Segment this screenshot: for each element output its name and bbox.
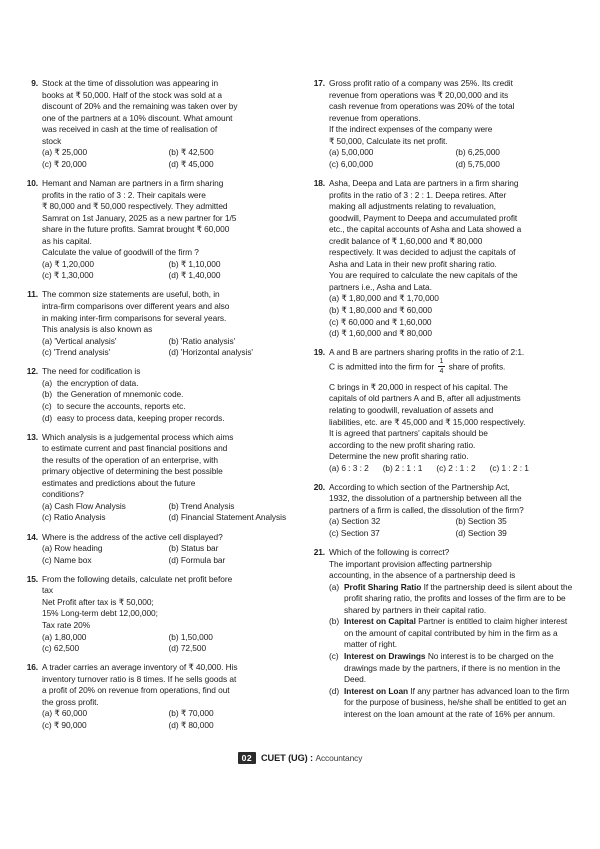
question-number: 10. (26, 177, 38, 188)
question-number: 17. (313, 78, 325, 88)
question-body (42, 366, 291, 424)
option-item[interactable]: (c) 'Trend analysis' (42, 347, 111, 358)
option-text: the Generation of mnemonic code. (57, 389, 184, 400)
question-line: was received in cash at the time of realisation of (42, 124, 218, 135)
fraction-numerator: 1 (439, 358, 444, 366)
question-body (42, 178, 291, 282)
options-list (42, 543, 291, 566)
question-line: Gross profit ratio of a company was 25%. Its credit (329, 78, 513, 88)
question-line: capitals of old partners A and B, after all adjustments (329, 393, 521, 404)
question-block (22, 574, 291, 655)
option-item[interactable]: (c) Ratio Analysis (42, 512, 106, 523)
question-line: books at ₹ 50,000. Half of the stock was sold at a (42, 89, 222, 100)
question-line: It is agreed that partners' capitals should be (329, 428, 488, 439)
question-body (329, 482, 578, 540)
question-block (309, 178, 578, 340)
fraction-suffix-text: share of profits. (448, 361, 506, 372)
question-line: profits in the ratio of 3 : 2. Their capitals were (42, 189, 206, 200)
question-block (22, 432, 291, 524)
question-number: 15. (26, 573, 38, 584)
question-line: You are required to calculate the new capitals of the (329, 270, 518, 281)
question-line: Samrat on 1st January, 2025 as a new partner for 1/5 (42, 212, 237, 223)
option-description: If the partnership deed is silent about the profit sharing ratio, the profits and losses of the firm are to be shared by partners in their capital ratio. (344, 581, 573, 615)
question-body (42, 289, 291, 358)
question-line: tax (42, 585, 53, 596)
question-number: 21. (313, 547, 325, 558)
footer-content (238, 752, 363, 764)
option-item[interactable]: (a) 'Vertical analysis' (42, 335, 117, 346)
question-body (42, 662, 291, 731)
question-number: 18. (313, 177, 325, 188)
option-item[interactable]: (d) ₹ 1,40,000 (168, 270, 221, 281)
option-label: (c) (42, 401, 52, 411)
option-text (344, 651, 578, 686)
option-item[interactable]: (d) ₹ 45,000 (168, 158, 214, 169)
question-line: to estimate current and past financial positions and (42, 443, 228, 454)
option-item[interactable]: (c) ₹ 20,000 (42, 158, 87, 169)
page-content (22, 78, 578, 778)
option-item[interactable]: (d) ₹ 80,000 (168, 720, 214, 730)
question-line: According to which section of the Partnership Act, (329, 481, 510, 492)
question-number: 14. (26, 531, 38, 542)
question-line: Determine the new profit sharing ratio. (329, 451, 469, 462)
question-line: Which of the following is correct? (329, 547, 450, 558)
question-line: 15% Long-term debt 12,00,000; (42, 608, 158, 619)
option-item[interactable] (329, 616, 578, 651)
question-line: inventory turnover ratio is 8 times. If he sells goods at (42, 673, 237, 684)
question-number: 13. (26, 431, 38, 442)
option-item[interactable]: (d) Section 39 (455, 528, 507, 539)
option-item[interactable]: (a) Cash Flow Analysis (42, 500, 126, 511)
question-line: in making inter-firm comparisons for several years. (42, 312, 227, 323)
options-list (42, 336, 291, 359)
question-body (42, 574, 291, 655)
question-number: 12. (26, 366, 38, 377)
option-item[interactable]: (b) 1,50,000 (168, 631, 213, 642)
page-number-badge: 02 (238, 752, 256, 764)
question-line: share in the future profits. Samrat brought ₹ 60,000 (42, 224, 230, 235)
options-list (42, 147, 291, 170)
question-line: ₹ 50,000, Calculate its net profit. (329, 135, 448, 146)
option-item[interactable]: (b) Trend Analysis (168, 500, 235, 511)
question-line: respectively. It was decided to adjust the capitals of (329, 247, 516, 258)
question-line: C brings in ₹ 20,000 in respect of his capital. The (329, 381, 508, 392)
question-line: intra-firm comparisons over different years and also (42, 301, 230, 312)
options-list (42, 632, 291, 655)
option-item[interactable]: (b) ₹ 1,10,000 (168, 258, 221, 269)
question-line: the gross profit. (42, 696, 99, 707)
question-block (22, 366, 291, 424)
question-line: discount of 20% and the remaining was taken over by (42, 101, 238, 112)
question-line: according to the new profit sharing ratio. (329, 439, 476, 450)
option-item[interactable]: (d) Formula bar (168, 554, 226, 565)
question-block (22, 532, 291, 567)
option-item[interactable]: (b) 'Ratio analysis' (168, 335, 236, 346)
option-item[interactable]: (a) 6 : 3 : 2 (329, 462, 369, 473)
options-list (329, 293, 578, 339)
option-term: Interest on Loan (344, 685, 409, 696)
footer-exam-name: CUET (UG) (261, 753, 308, 764)
footer-separator: : (310, 753, 314, 764)
option-item[interactable] (329, 582, 578, 617)
option-description: If any partner has advanced loan to the firm for the purpose of business, he/she shall be entitled to get an interest on the loan amount at the rate of 16% per annum. (344, 685, 570, 719)
option-item[interactable]: (a) 5,00,000 (329, 147, 374, 158)
question-line: etc., the capital accounts of Asha and Lata showed a (329, 224, 522, 235)
question-line: revenue from operations. (329, 112, 421, 123)
option-item[interactable]: (a) ₹ 1,80,000 and ₹ 1,70,000 (329, 293, 439, 304)
question-line: accounting, in the absence of a partnership deed is (329, 570, 516, 581)
option-text (344, 686, 578, 721)
option-label: (d) (42, 412, 53, 423)
question-line: conditions? (42, 489, 84, 500)
question-line: Which analysis is a judgemental process which aims (42, 431, 234, 442)
option-item[interactable]: (c) ₹ 60,000 and ₹ 1,60,000 (329, 316, 432, 327)
question-line: credit balance of ₹ 1,60,000 and ₹ 80,000 (329, 235, 483, 246)
question-body (42, 532, 291, 567)
option-description: No interest is to be charged on the drawings made by the partners, if there is no mention in the Deed. (344, 651, 561, 685)
option-text (344, 582, 578, 617)
option-item[interactable]: (a) Row heading (42, 543, 103, 554)
option-item[interactable]: (a) 1,80,000 (42, 631, 87, 642)
question-block (22, 289, 291, 358)
option-item[interactable]: (b) 6,25,000 (455, 147, 500, 158)
option-item[interactable]: (c) 6,00,000 (329, 158, 373, 169)
question-line: Calculate the value of goodwill of the firm ? (42, 247, 199, 258)
question-line: From the following details, calculate net profit before (42, 573, 233, 584)
question-line: This analysis is also known as (42, 324, 153, 335)
question-line: A trader carries an average inventory of ₹ 40,000. His (42, 662, 238, 673)
option-item[interactable]: (c) Section 37 (329, 528, 380, 539)
fraction-denominator: 4 (439, 367, 444, 375)
option-item[interactable]: (a) ₹ 1,20,000 (42, 258, 94, 269)
question-block (22, 78, 291, 170)
options-list (329, 516, 578, 539)
options-list (42, 708, 291, 731)
question-body (42, 78, 291, 170)
question-line: partners of a firm is called, the dissolution of the firm? (329, 504, 524, 515)
option-item[interactable]: (b) ₹ 42,500 (168, 147, 214, 158)
option-item[interactable]: (a) Section 32 (329, 516, 381, 527)
question-line: A and B are partners sharing profits in the ratio of 2:1. (329, 347, 525, 358)
footer-exam-title (261, 753, 362, 763)
question-block (309, 482, 578, 540)
option-item[interactable]: (b) ₹ 1,80,000 and ₹ 60,000 (329, 305, 432, 316)
option-item[interactable]: (b) Status bar (168, 543, 219, 554)
option-item[interactable]: (d) Financial Statement Analysis (168, 512, 287, 523)
option-label: (c) (329, 651, 339, 662)
option-term: Profit Sharing Ratio (344, 581, 422, 592)
question-line: Stock at the time of dissolution was appearing in (42, 78, 219, 88)
options-list (42, 259, 291, 282)
option-item[interactable]: (c) 1 : 2 : 1 (489, 462, 529, 473)
question-line: one of the partners at a 10% discount. What amount (42, 112, 233, 123)
question-line: goodwill, Payment to Deepa and accumulated profit (329, 212, 518, 223)
question-line: primary objective of determining the best possible (42, 466, 223, 477)
question-line: ₹ 80,000 and ₹ 50,000 respectively. They admitted (42, 201, 228, 212)
question-line: If the indirect expenses of the company were (329, 124, 493, 135)
question-line: as his capital. (42, 235, 92, 246)
options-list (329, 147, 578, 170)
question-body (329, 347, 578, 474)
option-term: Interest on Capital (344, 616, 416, 627)
question-block (22, 178, 291, 282)
option-item[interactable]: (d) 5,75,000 (455, 158, 500, 169)
option-item[interactable] (42, 389, 291, 401)
option-label: (b) (42, 389, 53, 400)
question-block (22, 662, 291, 731)
option-item[interactable] (42, 378, 291, 390)
option-item[interactable] (329, 686, 578, 721)
option-item[interactable]: (c) 62,500 (42, 643, 80, 654)
left-column (22, 78, 291, 739)
question-number: 11. (27, 289, 38, 300)
question-line: The need for codification is (42, 366, 141, 377)
question-line: The common size statements are useful, both, in (42, 289, 220, 300)
question-body (329, 78, 578, 170)
question-block (309, 78, 578, 170)
question-body (329, 178, 578, 340)
option-text: the encryption of data. (57, 377, 139, 388)
two-column-layout (22, 78, 578, 739)
question-block (309, 547, 578, 720)
option-item[interactable] (42, 401, 291, 413)
question-line: Hemant and Naman are partners in a firm sharing (42, 177, 224, 188)
question-number: 9. (31, 78, 38, 88)
question-line: relating to goodwill, revaluation of assets and (329, 404, 494, 415)
option-item[interactable]: (c) ₹ 1,30,000 (42, 270, 94, 281)
question-line: liabilities, etc. are ₹ 45,000 and ₹ 15,000 respectively. (329, 416, 526, 427)
question-line: making all adjustments relating to revaluation, (329, 201, 496, 212)
footer-subject: Accountancy (315, 753, 363, 764)
option-term: Interest on Drawings (344, 651, 426, 662)
question-block (309, 347, 578, 474)
fraction-prefix-text: C is admitted into the firm for (329, 361, 435, 372)
option-text: easy to process data, keeping proper records. (57, 412, 225, 423)
question-line: profits in the ratio of 3 : 2 : 1. Deepa retires. After (329, 189, 507, 200)
page-footer (0, 752, 600, 764)
option-item[interactable]: (c) Name box (42, 554, 92, 565)
question-line: estimates and predictions about the future (42, 477, 196, 488)
fraction (438, 358, 445, 375)
option-item[interactable]: (a) ₹ 25,000 (42, 147, 88, 158)
question-line: cash revenue from operations was 20% of the total (329, 101, 515, 112)
option-item[interactable]: (b) Section 35 (455, 516, 507, 527)
option-label: (a) (42, 377, 53, 388)
option-item[interactable]: (d) 'Horizontal analysis' (168, 347, 253, 358)
option-item[interactable]: (d) ₹ 1,60,000 and ₹ 80,000 (329, 328, 432, 339)
question-body (329, 547, 578, 720)
question-line: The important provision affecting partnership (329, 558, 492, 569)
options-list (42, 501, 291, 524)
option-item[interactable]: (b) ₹ 70,000 (168, 708, 214, 719)
question-line: Asha, Deepa and Lata are partners in a firm sharing (329, 177, 519, 188)
question-line: revenue from operations was ₹ 20,00,000 and its (329, 89, 509, 100)
option-item[interactable]: (a) ₹ 60,000 (42, 708, 88, 719)
question-fraction-line (329, 359, 578, 376)
option-label: (a) (329, 581, 340, 592)
question-line: Tax rate 20% (42, 619, 91, 630)
question-number: 19. (313, 347, 325, 358)
option-item[interactable]: (c) ₹ 90,000 (42, 720, 87, 730)
question-line: the results of the operation of an enterprise, with (42, 454, 219, 465)
option-label: (d) (329, 685, 340, 696)
question-body (42, 432, 291, 524)
option-label: (b) (329, 616, 340, 627)
question-line: Asha and Lata in their new profit sharing ratio. (329, 258, 497, 269)
option-item[interactable]: (c) 2 : 1 : 2 (436, 462, 476, 473)
option-item[interactable] (329, 651, 578, 686)
options-list (329, 463, 578, 475)
question-line: stock (42, 135, 62, 146)
option-text: to secure the accounts, reports etc. (57, 401, 186, 411)
question-line: Net Profit after tax is ₹ 50,000; (42, 596, 154, 607)
question-number: 20. (313, 481, 325, 492)
option-item[interactable] (42, 413, 291, 425)
option-item[interactable]: (d) 72,500 (168, 643, 207, 654)
question-line: 1932, the dissolution of a partnership between all the (329, 493, 522, 504)
question-line: Where is the address of the active cell displayed? (42, 531, 223, 542)
option-text (344, 616, 578, 651)
option-item[interactable]: (b) 2 : 1 : 1 (382, 462, 423, 473)
right-column (309, 78, 578, 728)
option-description: Partner is entitled to claim higher interest on the amount of capital contributed by him in the firm as a matter of right. (344, 616, 568, 650)
question-line: a profit of 20% on revenue from operations, find out (42, 685, 230, 696)
question-number: 16. (26, 662, 38, 673)
question-line: partners i.e., Asha and Lata. (329, 281, 432, 292)
